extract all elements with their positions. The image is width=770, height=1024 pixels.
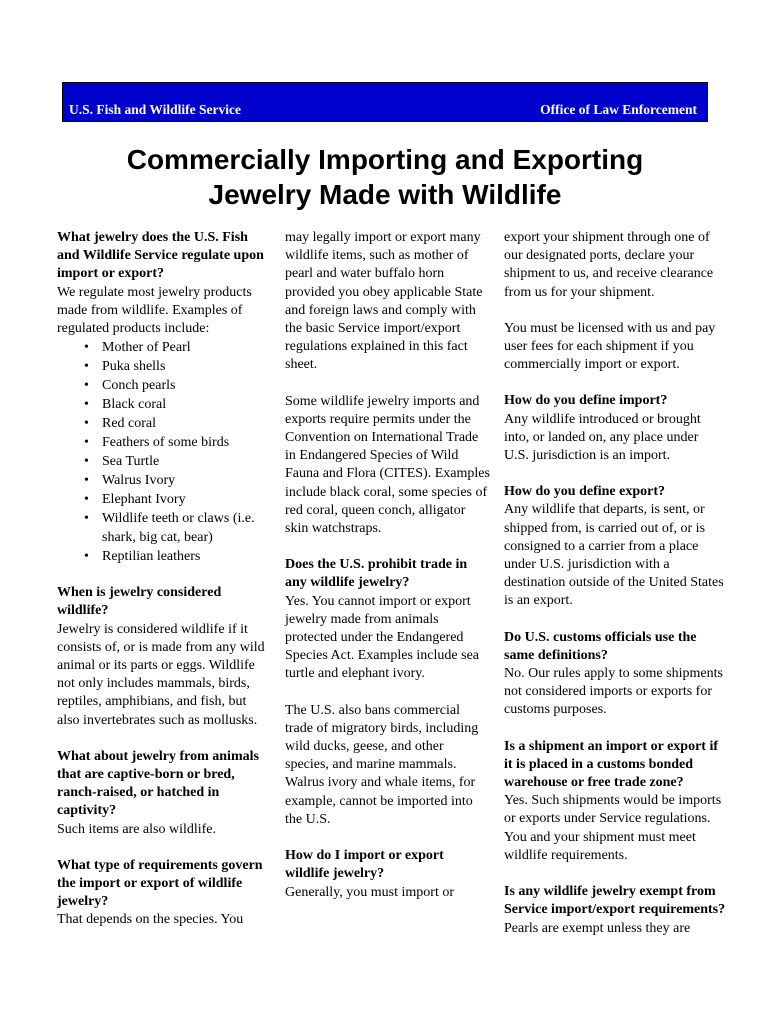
answer: Any wildlife that departs, is sent, or shipped from, is carried out of, or is consigned to a carrier from a place under U.S. jurisdiction with a destination outside of the United States is an export. — [504, 502, 724, 609]
question: When is jewelry considered wildlife? — [57, 585, 222, 619]
answer: That depends on the species. You — [57, 912, 244, 928]
faq-item — [57, 229, 272, 338]
list-item: • Sea Turtle — [102, 452, 272, 471]
question: How do you define export? — [504, 484, 665, 500]
faq-item — [57, 584, 272, 730]
faq-item — [285, 847, 490, 902]
answer: Jewelry is considered wildlife if it consists of, or is made from any wild animal or its parts or eggs. Wildlife not only includes mammals, birds, reptiles, amphibians, and fish, but also invertebrates such as mollusks. — [57, 621, 265, 728]
question: Is a shipment an import or export if it is placed in a customs bonded warehouse or free trade zone? — [504, 738, 719, 791]
title-line-2: Jewelry Made with Wildlife — [208, 179, 562, 210]
list-item: • Wildlife teeth or claws (i.e. shark, big cat, bear) — [102, 509, 272, 547]
list-item: • Reptilian leathers — [102, 547, 272, 566]
list-item: • Conch pearls — [102, 376, 272, 395]
question: What jewelry does the U.S. Fish and Wildlife Service regulate upon import or export? — [57, 230, 264, 282]
paragraph: You must be licensed with us and pay user fees for each shipment if you commercially import or export. — [504, 320, 716, 373]
paragraph: Some wildlife jewelry imports and exports require permits under the Convention on International Trade in Endangered Species of Wild Fauna and Flora (CITES). Examples include black coral, some species of red coral, queen conch, alligator skin watchstraps. — [285, 393, 490, 537]
list-item: • Puka shells — [102, 357, 272, 376]
answer: No. Our rules apply to some shipments not considered imports or exports for customs purposes. — [504, 666, 723, 718]
list-item: • Black coral — [102, 395, 272, 414]
title-line-1: Commercially Importing and Exporting — [126, 144, 644, 175]
question: Do U.S. customs officials use the same definitions? — [504, 629, 697, 663]
answer: Such items are also wildlife. — [57, 821, 217, 837]
list-item: • Feathers of some birds — [102, 433, 272, 452]
faq-item — [504, 738, 726, 865]
faq-item — [57, 857, 272, 930]
column-2 — [285, 229, 490, 920]
list-item: • Red coral — [102, 414, 272, 433]
faq-item — [504, 883, 726, 938]
list-item: • Elephant Ivory — [102, 490, 272, 509]
question: How do you define import? — [504, 393, 668, 409]
question: Does the U.S. prohibit trade in any wildlife jewelry? — [285, 557, 468, 591]
page-title — [0, 142, 770, 212]
regulated-products-list — [57, 338, 272, 566]
faq-item — [504, 392, 726, 465]
header-banner — [62, 82, 708, 122]
answer: Generally, you must import or — [285, 884, 455, 900]
question: What about jewelry from animals that are captive-born or bred, ranch-raised, or hatched in captivity? — [57, 748, 259, 819]
answer: Pearls are exempt unless they are — [504, 920, 691, 936]
paragraph: may legally import or export many wildlife items, such as mother of pearl and water buffalo horn provided you obey applicable State and foreign laws and comply with the basic Service import/export regulations explained in this fact sheet. — [285, 230, 483, 373]
column-1 — [57, 229, 272, 948]
answer: Yes. Such shipments would be imports or exports under Service regulations. You and your shipment must meet wildlife requirements. — [504, 793, 722, 863]
answer: Any wildlife introduced or brought into, or landed on, any place under U.S. jurisdiction is an import. — [504, 411, 701, 464]
office-name: Office of Law Enforcement — [540, 102, 697, 117]
question: Is any wildlife jewelry exempt from Service import/export requirements? — [504, 884, 726, 918]
paragraph: The U.S. also bans commercial trade of migratory birds, including wild ducks, geese, and other species, and marine mammals. Walrus ivory and whale items, for example, cannot be imported into the U.S. — [285, 702, 479, 827]
faq-item — [57, 748, 272, 839]
faq-item — [285, 556, 490, 683]
question: What type of requirements govern the import or export of wildlife jewelry? — [57, 857, 263, 910]
question: How do I import or export wildlife jewelry? — [285, 848, 444, 882]
agency-name: U.S. Fish and Wildlife Service — [69, 102, 242, 117]
list-item: • Walrus Ivory — [102, 471, 272, 490]
faq-item — [504, 483, 726, 610]
list-item: • Mother of Pearl — [102, 338, 272, 357]
paragraph: export your shipment through one of our designated ports, declare your shipment to us, and receive clearance from us for your shipment. — [504, 230, 714, 300]
faq-item — [504, 629, 726, 720]
answer: Yes. You cannot import or export jewelry made from animals protected under the Endangered Species Act. Examples include sea turtle and elephant ivory. — [285, 593, 479, 682]
column-3 — [504, 229, 726, 956]
answer: We regulate most jewelry products made from wildlife. Examples of regulated products include: — [57, 284, 252, 337]
